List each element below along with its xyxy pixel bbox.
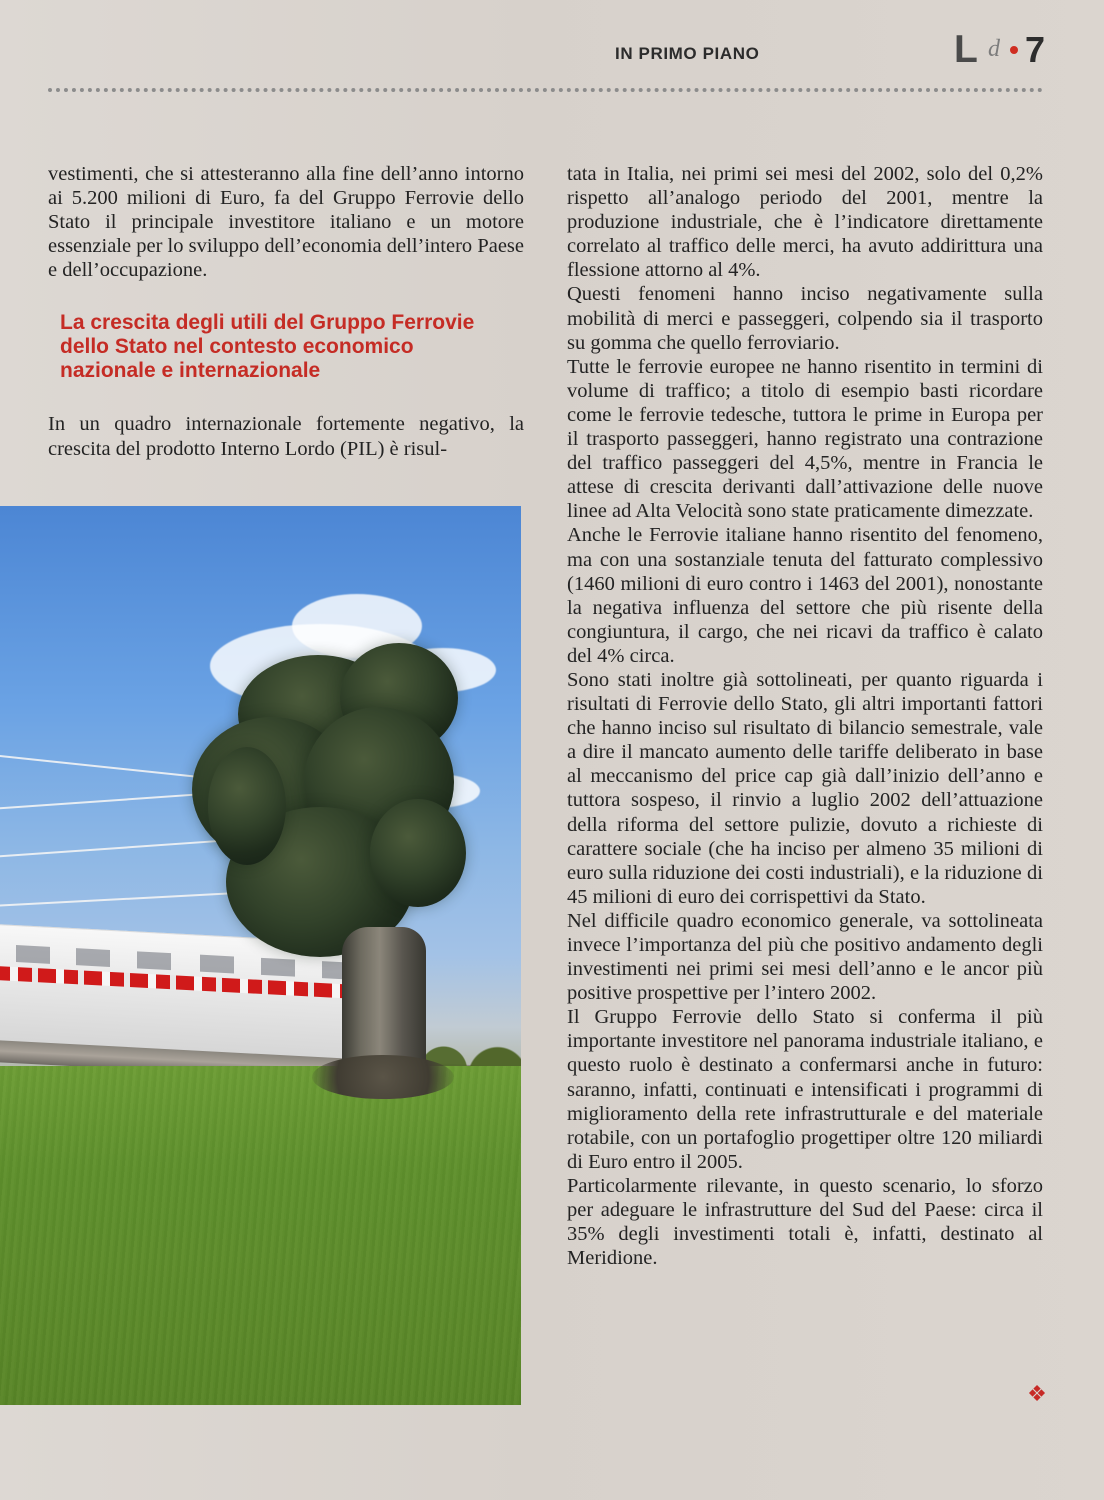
logo-mark: L [954,28,978,71]
diamond-ornament-icon: ❖ [1027,1382,1047,1407]
section-title: IN PRIMO PIANO [615,44,760,63]
magazine-logo [954,30,1064,80]
train-window [16,945,50,964]
right-paragraph-6: Nel difficile quadro economico generale, va sottolineata invece l’importanza del più che positivo andamento degli investimenti nei primi sei mesi dell’anno e le ancor più positive prospettive per l’intero 2002. [567,909,1043,1005]
left-paragraph-2: In un quadro internazionale fortemente negativo, la crescita del prodotto Interno Lordo (PIL) è risul- [48,413,524,460]
left-column [48,162,524,461]
article-heading: La crescita degli utili del Gruppo Ferrovie dello Stato nel contesto economico nazionale e internazionale [60,311,475,383]
right-paragraph-4: Anche le Ferrovie italiane hanno risentito del fenomeno, ma con una sostanziale tenuta del fatturato complessivo (1460 milioni di euro contro i 1463 del 2001), nonostante la negativa influenza del settore che più risente della congiuntura, il cargo, che nei ricavi da traffico è calato del 4% circa. [567,524,1043,667]
dotted-rule [48,88,1043,92]
train-window [76,948,110,967]
right-paragraph-3: Tutte le ferrovie europee ne hanno risentito in termini di volume di traffico; a titolo di esempio basti ricordare come le ferrovie tedesche, tuttora le prime in Europa per il trasporto passeggeri, hanno registrato una contrazione del traffico passeggeri del 4,5%, mentre in Francia le attese di crescita derivanti dall’attivazione delle nuove linee ad Alta Velocità sono state praticamente dimezzate. [567,355,1043,523]
olive-tree [168,631,488,1101]
olive-tree-train-photo [0,506,521,1405]
logo-sub: d [988,36,1000,62]
left-paragraph-1: vestimenti, che si attesteranno alla fine dell’anno intorno ai 5.200 milioni di Euro, fa del Gruppo Ferrovie dello Stato il principale investitore italiano e un motore essenziale per lo sviluppo dell’economia dell’intero Paese e dell’occupazione. [48,163,524,282]
right-column [567,162,1043,1270]
tree-base [312,1055,454,1099]
logo-dot-icon [1010,46,1018,54]
right-paragraph-5: Sono stati inoltre già sottolineati, per quanto riguarda i risultati di Ferrovie dello Stato, gli altri importanti fattori che hanno inciso sul risultato di bilancio semestrale, vale a dire il mancato aumento delle tariffe deliberato in base al meccanismo del price cap già dall’inizio dell’anno e tuttora sospeso, il rinvio a luglio 2002 dell’attuazione della riforma del settore pulizie, dovuto a richieste di carattere sociale (che ha inciso per almeno 35 milioni di euro sulla riduzione dei costi industriali), e la riduzione di 45 milioni di euro dei corrispettivi da Stato. [567,668,1043,908]
right-paragraph-2: Questi fenomeni hanno inciso negativamente sulla mobilità di merci e passeggeri, colpendo sia il trasporto su gomma che quello ferroviario. [567,283,1043,354]
right-paragraph-1: tata in Italia, nei primi sei mesi del 2002, solo del 0,2% rispetto all’analogo periodo del 2001, mentre la produzione industriale, che è l’indicatore direttamente correlato al traffico delle merci, ha avuto addirittura una flessione attorno al 4%. [567,163,1043,282]
right-paragraph-7: Il Gruppo Ferrovie dello Stato si conferma il più importante investitore nel panorama industriale italiano, e questo ruolo è destinato a confermarsi anche in futuro: saranno, infatti, continuati e intensificati i programmi di miglioramento della rete infrastrutturale e del materiale rotabile, con un portafoglio progettiper oltre 120 miliardi di Euro entro il 2005. [567,1006,1043,1173]
tree-canopy [208,747,286,865]
tree-canopy [370,799,466,907]
right-paragraph-8: Particolarmente rilevante, in questo scenario, lo sforzo per adeguare le infrastrutture del Sud del Paese: circa il 35% degli investimenti totali è, infatti, destinato al Meridione. [567,1174,1043,1270]
train-window [137,951,171,970]
page-header [0,0,1104,100]
page-number: 7 [1025,29,1046,70]
grass-field [0,1066,521,1405]
